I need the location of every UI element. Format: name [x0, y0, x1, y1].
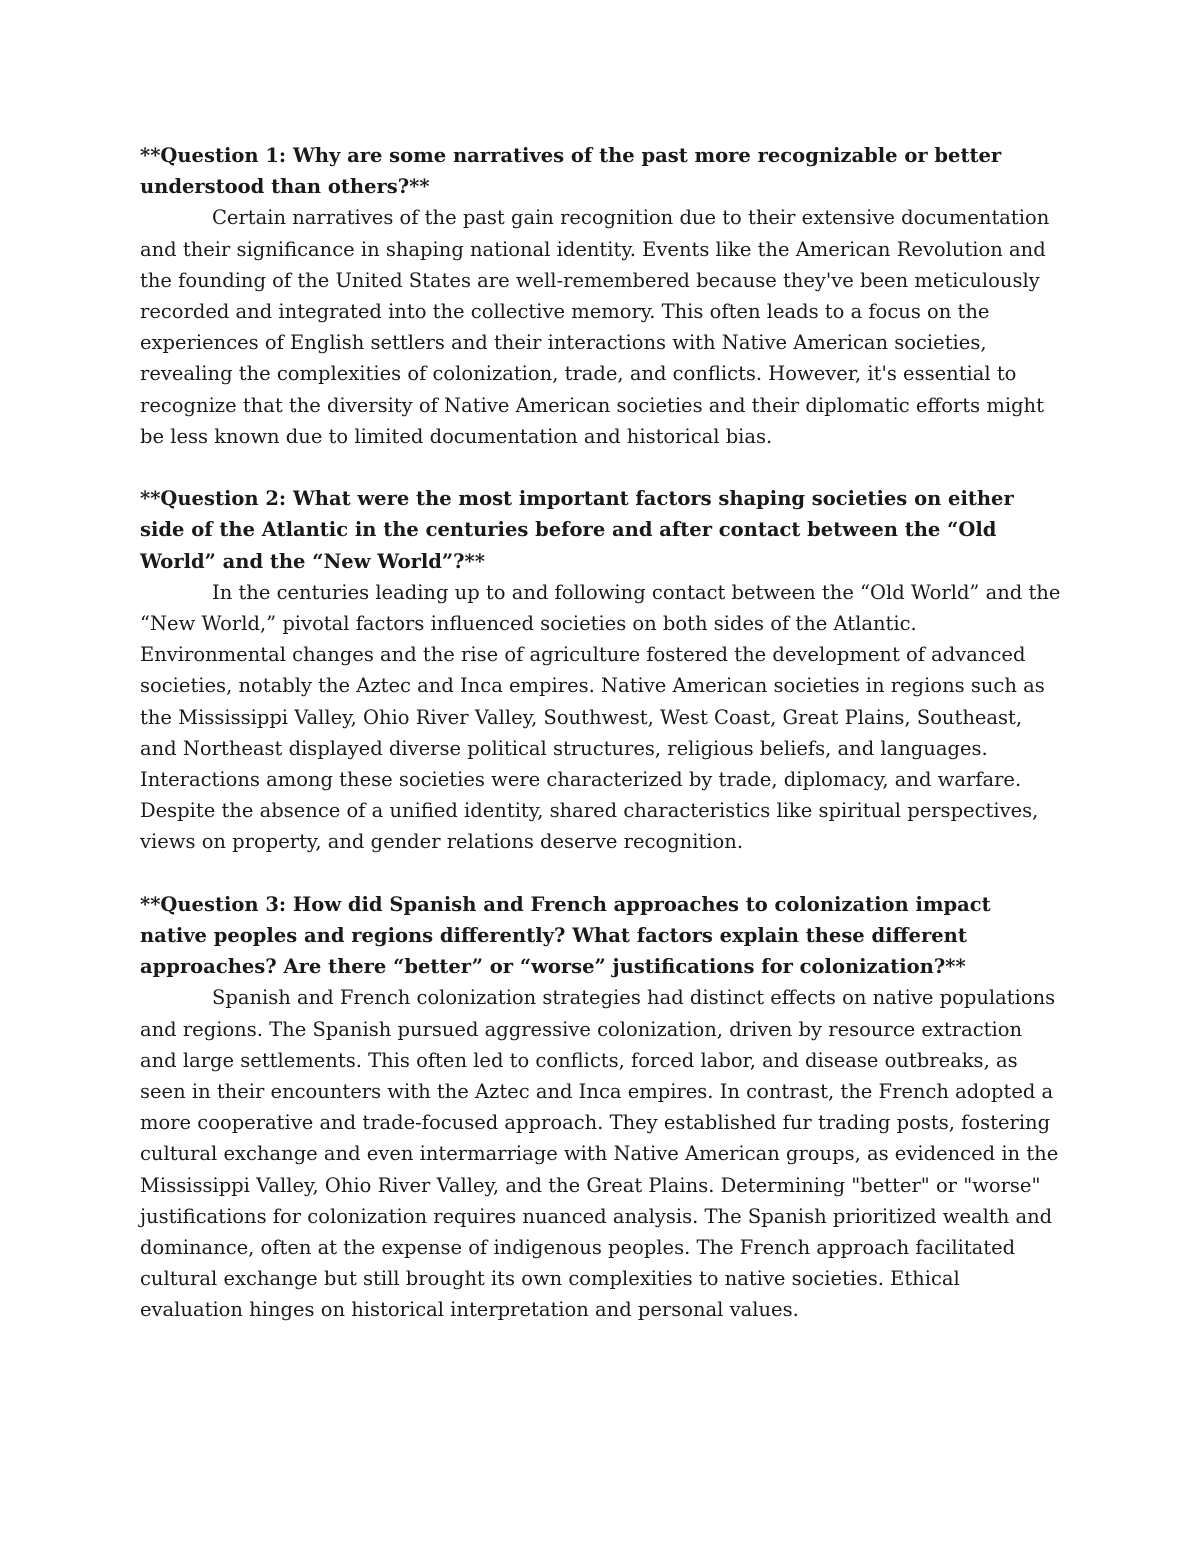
question-2-section: [140, 483, 1062, 857]
question-2-title: **Question 2: What were the most important factors shaping societies on either side of the Atlantic in the centuries before and after contact between the “Old World” and the “New World”?**: [140, 487, 1014, 573]
question-3-section: [140, 889, 1062, 1326]
question-1-section: [140, 140, 1062, 452]
question-3-title: **Question 3: How did Spanish and French approaches to colonization impact native peoples and regions differently? What factors explain these different approaches? Are there “better” or “worse” justifications for colonization?**: [140, 892, 991, 979]
question-1-title: **Question 1: Why are some narratives of the past more recognizable or better understood than others?**: [140, 144, 1002, 199]
question-3-answer: Spanish and French colonization strategies had distinct effects on native populations and regions. The Spanish pursued aggressive colonization, driven by resource extraction and large settlements. This often led to conflicts, forced labor, and disease outbreaks, as seen in their encounters with the Aztec and Inca empires. In contrast, the French adopted a more cooperative and trade-focused approach. They established fur trading posts, fostering cultural exchange and even intermarriage with Native American groups, as evidenced in the Mississippi Valley, Ohio River Valley, and the Great Plains. Determining "better" or "worse" justifications for colonization requires nuanced analysis. The Spanish prioritized wealth and dominance, often at the expense of indigenous peoples. The French approach facilitated cultural exchange but still brought its own complexities to native societies. Ethical evaluation hinges on historical interpretation and personal values.: [140, 986, 1059, 1322]
question-1-answer: Certain narratives of the past gain recognition due to their extensive documentation and their significance in shaping national identity. Events like the American Revolution and the founding of the United States are well-remembered because they've been meticulously recorded and integrated into the collective memory. This often leads to a focus on the experiences of English settlers and their interactions with Native American societies, revealing the complexities of colonization, trade, and conflicts. However, it's essential to recognize that the diversity of Native American societies and their diplomatic efforts might be less known due to limited documentation and historical bias.: [140, 206, 1050, 448]
question-2-answer: In the centuries leading up to and following contact between the “Old World” and the “New World,” pivotal factors influenced societies on both sides of the Atlantic. Environmental changes and the rise of agriculture fostered the development of advanced societies, notably the Aztec and Inca empires. Native American societies in regions such as the Mississippi Valley, Ohio River Valley, Southwest, West Coast, Great Plains, Southeast, and Northeast displayed diverse political structures, religious beliefs, and languages. Interactions among these societies were characterized by trade, diplomacy, and warfare. Despite the absence of a unified identity, shared characteristics like spiritual perspectives, views on property, and gender relations deserve recognition.: [140, 580, 1061, 854]
document-page: [140, 140, 1062, 1326]
